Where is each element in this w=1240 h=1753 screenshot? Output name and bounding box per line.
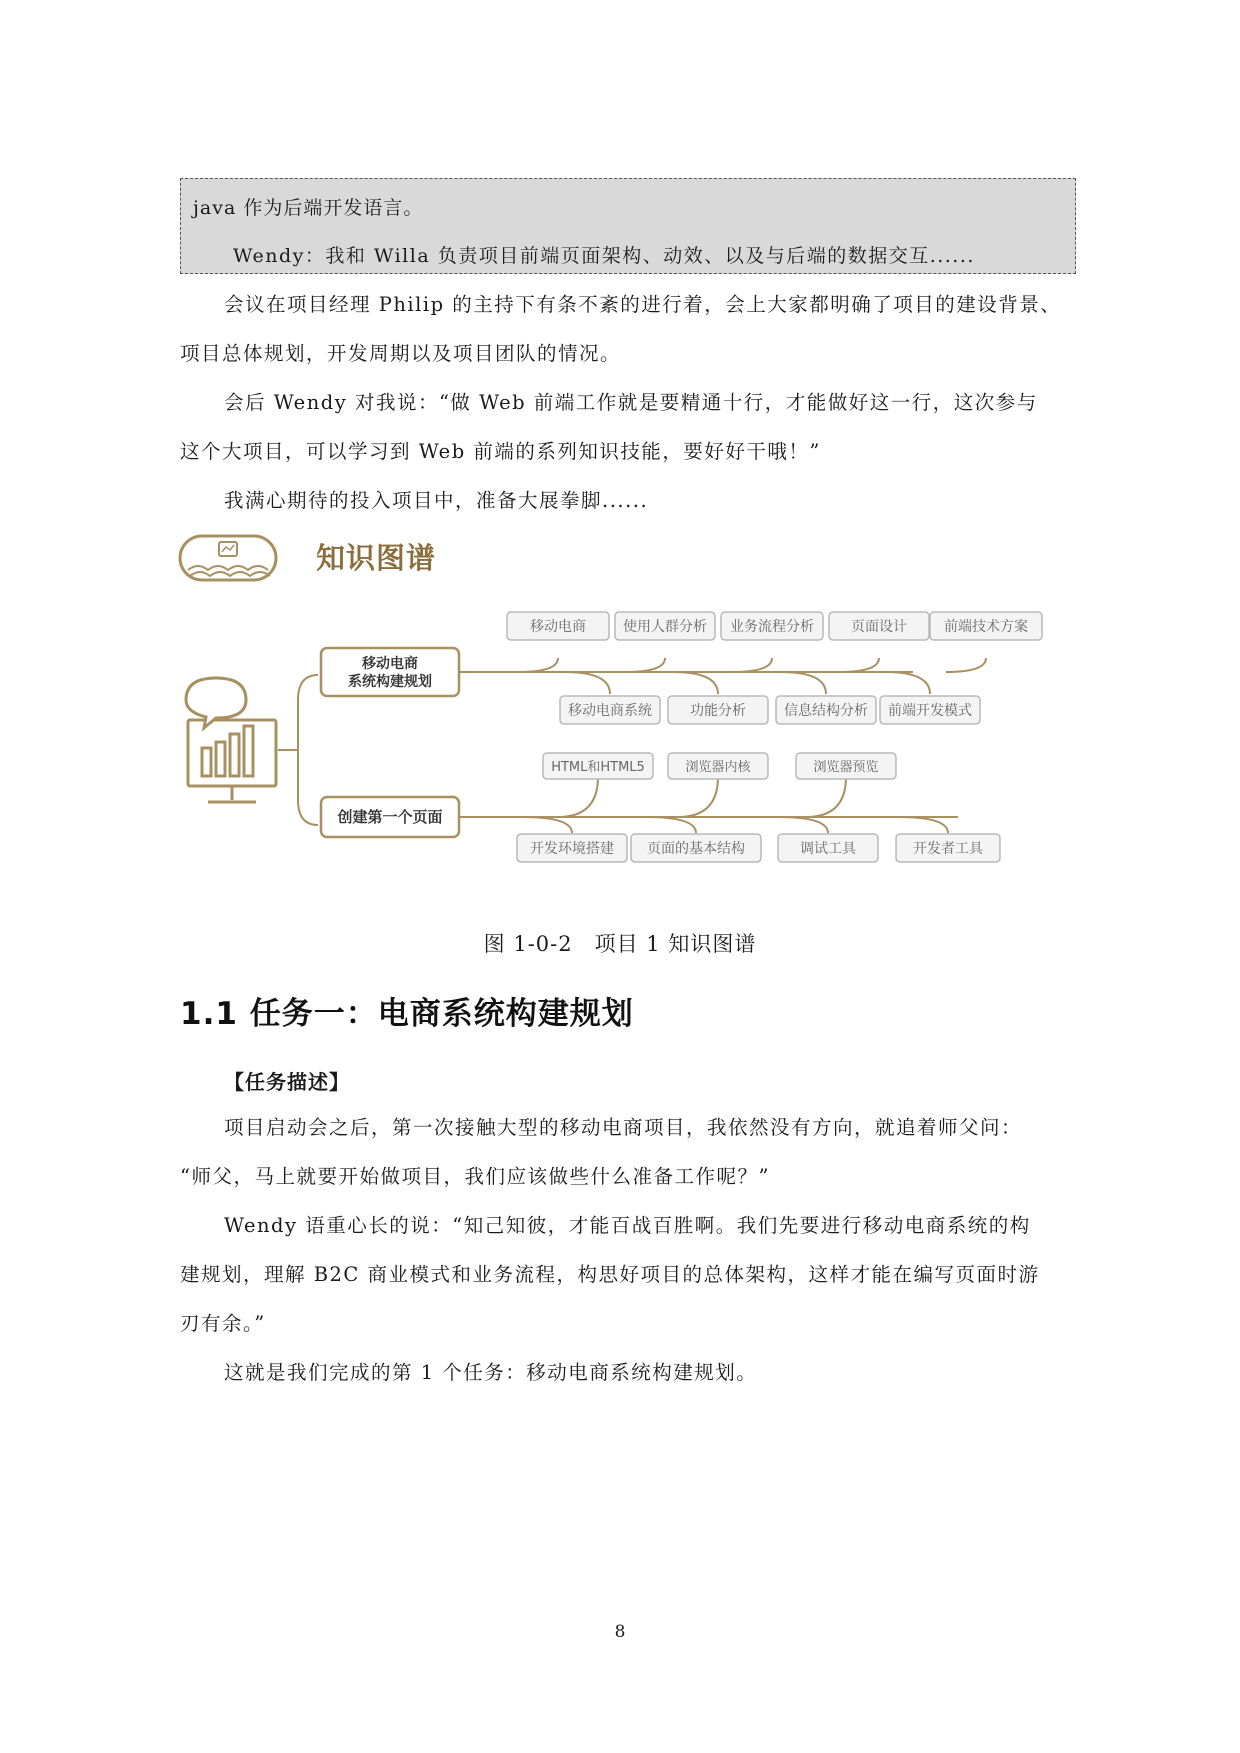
knowledge-node: [778, 834, 878, 862]
knowledge-node: [631, 834, 761, 862]
knowledge-node: [543, 753, 653, 779]
paragraph: 会后 Wendy 对我说：“做 Web 前端工作就是要精通十行，才能做好这一行，这次参与: [224, 391, 1038, 414]
paragraph: Wendy 语重心长的说：“知己知彼，才能百战百胜啊。我们先要进行移动电商系统的构: [224, 1214, 1031, 1237]
dialogue-line-1: java 作为后端开发语言。: [193, 197, 424, 219]
knowledge-node: [507, 612, 609, 640]
knowledge-node: [796, 753, 896, 779]
paragraph: “师父，马上就要开始做项目，我们应该做些什么准备工作呢？”: [180, 1165, 770, 1188]
svg-text:功能分析: 功能分析: [690, 703, 746, 719]
svg-text:前端技术方案: 前端技术方案: [944, 619, 1028, 635]
paragraph: 这个大项目，可以学习到 Web 前端的系列知识技能，要好好干哦！”: [180, 440, 821, 463]
svg-text:移动电商系统: 移动电商系统: [568, 703, 652, 719]
monitor-chart-icon: [186, 678, 276, 802]
paragraph: 刃有余。”: [180, 1312, 266, 1335]
branch-node-create-first-page: [321, 797, 459, 837]
knowledge-node: [668, 696, 768, 724]
svg-text:页面设计: 页面设计: [851, 619, 907, 635]
paragraph: 项目总体规划，开发周期以及项目团队的情况。: [180, 342, 622, 365]
svg-text:系统构建规划: 系统构建规划: [348, 674, 432, 690]
svg-text:创建第一个页面: 创建第一个页面: [337, 808, 443, 826]
branch-node-ecommerce-planning: [321, 648, 459, 696]
paragraph: 项目启动会之后，第一次接触大型的移动电商项目，我依然没有方向，就追着师父问：: [224, 1116, 1023, 1139]
figure-caption: 图 1-0-2 项目 1 知识图谱: [483, 932, 757, 956]
svg-text:移动电商: 移动电商: [362, 656, 418, 672]
dialogue-line-2: Wendy：我和 Willa 负责项目前端页面架构、动效、以及与后端的数据交互......: [233, 245, 975, 267]
svg-text:业务流程分析: 业务流程分析: [730, 619, 814, 635]
svg-text:浏览器预览: 浏览器预览: [813, 760, 879, 775]
svg-text:前端开发模式: 前端开发模式: [888, 703, 972, 719]
knowledge-node: [517, 834, 627, 862]
task-description-heading: 【任务描述】: [224, 1070, 350, 1094]
svg-text:信息结构分析: 信息结构分析: [784, 703, 868, 719]
knowledge-node: [930, 612, 1042, 640]
svg-text:移动电商: 移动电商: [530, 619, 586, 635]
dialogue-box: [180, 178, 1076, 274]
section-heading: 1.1 任务一：电商系统构建规划: [180, 996, 634, 1032]
svg-text:开发环境搭建: 开发环境搭建: [530, 841, 614, 857]
knowledge-node: [615, 612, 715, 640]
svg-text:HTML和HTML5: HTML和HTML5: [551, 760, 645, 775]
paragraph: 我满心期待的投入项目中，准备大展拳脚......: [224, 489, 649, 512]
knowledge-node: [721, 612, 823, 640]
knowledge-node: [776, 696, 876, 724]
knowledge-node: [829, 612, 929, 640]
page-number: 8: [614, 1622, 626, 1642]
svg-text:调试工具: 调试工具: [800, 841, 856, 857]
svg-text:浏览器内核: 浏览器内核: [685, 760, 751, 775]
svg-text:页面的基本结构: 页面的基本结构: [647, 841, 745, 857]
paragraph: 建规划，理解 B2C 商业模式和业务流程，构思好项目的总体架构，这样才能在编写页面时游: [180, 1263, 1040, 1286]
paragraph: 这就是我们完成的第 1 个任务：移动电商系统构建规划。: [224, 1361, 758, 1384]
knowledge-map-diagram: [178, 600, 1078, 900]
svg-text:使用人群分析: 使用人群分析: [623, 619, 707, 635]
knowledge-node: [668, 753, 768, 779]
svg-text:开发者工具: 开发者工具: [913, 841, 983, 857]
knowledge-node: [560, 696, 660, 724]
knowledge-node: [896, 834, 1000, 862]
paragraph: 会议在项目经理 Philip 的主持下有条不紊的进行着，会上大家都明确了项目的建设背景、: [224, 293, 1062, 316]
knowledge-node: [880, 696, 980, 724]
knowledge-map-title: 知识图谱: [316, 541, 437, 575]
